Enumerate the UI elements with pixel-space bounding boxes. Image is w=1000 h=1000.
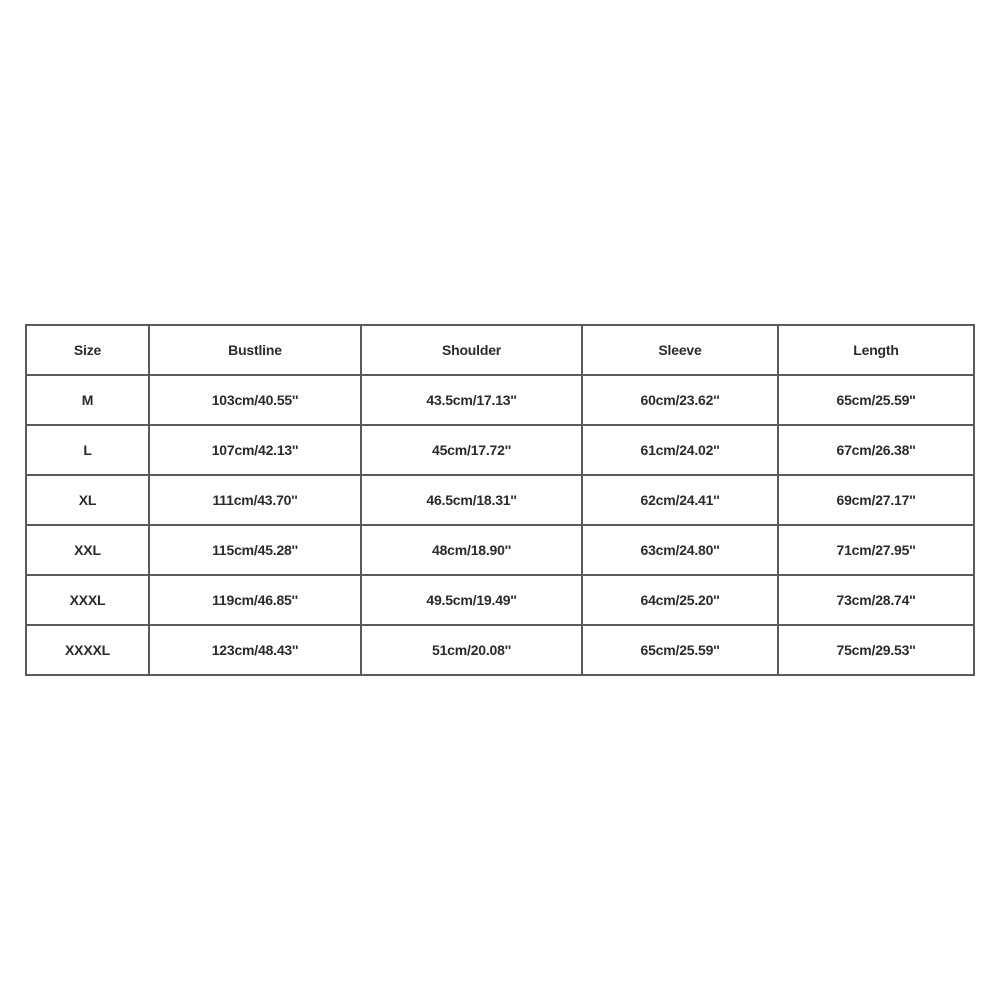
cell-sleeve: 60cm/23.62'' [582, 375, 778, 425]
header-bustline: Bustline [149, 325, 361, 375]
cell-sleeve: 65cm/25.59'' [582, 625, 778, 675]
cell-length: 65cm/25.59'' [778, 375, 974, 425]
cell-size: XL [26, 475, 149, 525]
header-shoulder: Shoulder [361, 325, 582, 375]
cell-shoulder: 45cm/17.72'' [361, 425, 582, 475]
cell-length: 75cm/29.53'' [778, 625, 974, 675]
cell-length: 71cm/27.95'' [778, 525, 974, 575]
cell-length: 69cm/27.17'' [778, 475, 974, 525]
cell-shoulder: 49.5cm/19.49'' [361, 575, 582, 625]
cell-bustline: 123cm/48.43'' [149, 625, 361, 675]
table-row [26, 625, 974, 675]
table-header-row [26, 325, 974, 375]
size-chart-table [25, 324, 975, 676]
cell-size: XXXL [26, 575, 149, 625]
cell-bustline: 103cm/40.55'' [149, 375, 361, 425]
cell-sleeve: 64cm/25.20'' [582, 575, 778, 625]
cell-length: 67cm/26.38'' [778, 425, 974, 475]
cell-size: L [26, 425, 149, 475]
cell-sleeve: 61cm/24.02'' [582, 425, 778, 475]
table-row [26, 525, 974, 575]
cell-size: M [26, 375, 149, 425]
cell-shoulder: 48cm/18.90'' [361, 525, 582, 575]
table-row [26, 375, 974, 425]
cell-bustline: 107cm/42.13'' [149, 425, 361, 475]
cell-sleeve: 63cm/24.80'' [582, 525, 778, 575]
header-length: Length [778, 325, 974, 375]
cell-shoulder: 43.5cm/17.13'' [361, 375, 582, 425]
cell-size: XXL [26, 525, 149, 575]
cell-size: XXXXL [26, 625, 149, 675]
cell-bustline: 111cm/43.70'' [149, 475, 361, 525]
table-row [26, 475, 974, 525]
cell-shoulder: 46.5cm/18.31'' [361, 475, 582, 525]
table-row [26, 425, 974, 475]
cell-shoulder: 51cm/20.08'' [361, 625, 582, 675]
cell-sleeve: 62cm/24.41'' [582, 475, 778, 525]
header-sleeve: Sleeve [582, 325, 778, 375]
table-row [26, 575, 974, 625]
cell-bustline: 115cm/45.28'' [149, 525, 361, 575]
cell-bustline: 119cm/46.85'' [149, 575, 361, 625]
cell-length: 73cm/28.74'' [778, 575, 974, 625]
header-size: Size [26, 325, 149, 375]
